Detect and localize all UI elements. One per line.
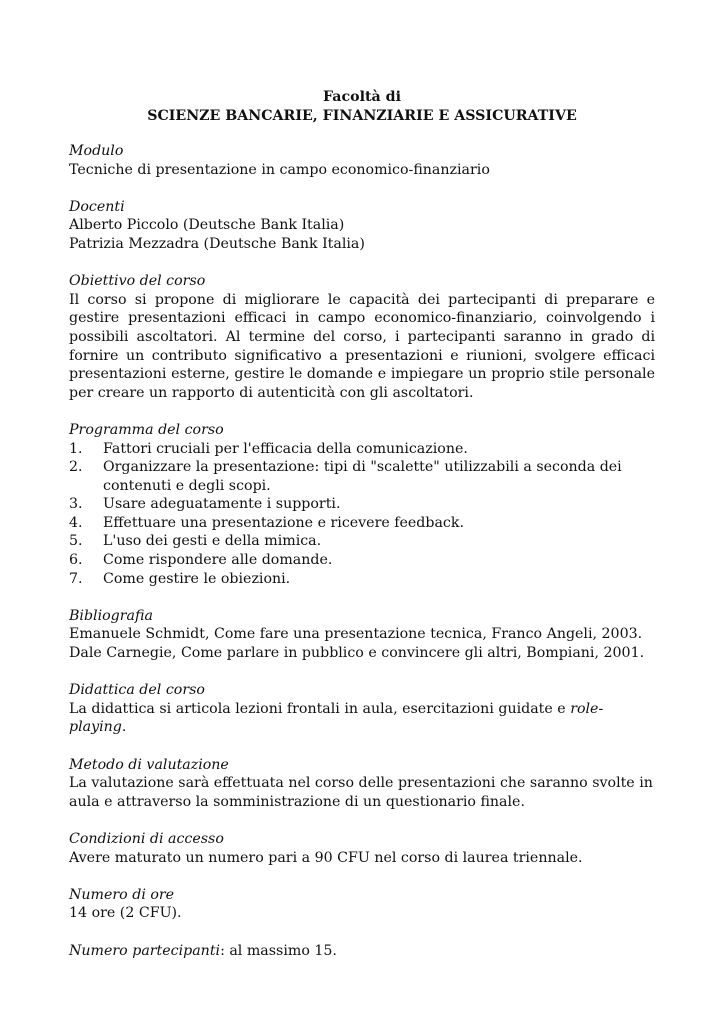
list-item-text: Usare adeguatamente i supporti. <box>103 496 341 513</box>
ore-text: 14 ore (2 CFU). <box>69 905 182 922</box>
docente-2: Patrizia Mezzadra (Deutsche Bank Italia) <box>69 235 365 252</box>
metodo-heading: Metodo di valutazione <box>69 756 229 773</box>
list-item-number: 4. <box>69 514 83 531</box>
didattica-text-italic: role-playing <box>69 700 604 736</box>
document-body <box>69 142 655 979</box>
modulo-text: Tecniche di presentazione in campo economico-finanziario <box>69 161 490 178</box>
condizioni-heading: Condizioni di accesso <box>69 830 224 847</box>
section-ore <box>69 886 655 923</box>
list-item-number: 5. <box>69 533 83 550</box>
obiettivo-text: Il corso si propone di migliorare le capacità dei partecipanti di preparare e gestire presentazioni efficaci in campo economico-finanziario, coinvolgendo i possibili ascoltatori. Al termine del corso, i partecipanti saranno in grado di fornire un contributo significativo a presentazioni e riunioni, svolgere efficaci presentazioni esterne, gestire le domande e impiegare un proprio stile personale per creare un rapporto di autenticità con gli ascoltatori. <box>69 291 655 401</box>
section-partecipanti <box>69 942 655 961</box>
metodo-text: La valutazione sarà effettuata nel corso delle presentazioni che saranno svolte in aula e attraverso la somministrazione di un questionario finale. <box>69 775 653 810</box>
list-item-text: Organizzare la presentazione: tipi di "scalette" utilizzabili a seconda dei contenuti e degli scopi. <box>103 459 622 494</box>
didattica-text <box>69 700 655 737</box>
section-modulo <box>69 142 655 179</box>
partecipanti-text: : al massimo 15. <box>220 942 337 959</box>
docenti-heading: Docenti <box>69 198 125 215</box>
bibliografia-heading: Bibliografia <box>69 607 153 624</box>
bibliography-entry-2: Dale Carnegie, Come parlare in pubblico e convincere gli altri, Bompiani, 2001. <box>69 645 645 662</box>
faculty-line-1: Facoltà di <box>323 89 401 105</box>
condizioni-text: Avere maturato un numero pari a 90 CFU nel corso di laurea triennale. <box>69 849 583 866</box>
list-item <box>69 514 655 533</box>
section-obiettivo <box>69 272 655 402</box>
ore-heading: Numero di ore <box>69 886 175 903</box>
list-item-number: 2. <box>69 459 83 476</box>
section-docenti <box>69 198 655 254</box>
list-item <box>69 532 655 551</box>
list-item <box>69 458 655 495</box>
list-item-text: L'uso dei gesti e della mimica. <box>103 533 322 550</box>
faculty-line-2: SCIENZE BANCARIE, FINANZIARIE E ASSICURATIVE <box>147 107 577 124</box>
didattica-heading: Didattica del corso <box>69 682 205 699</box>
bibliography-entry-1: Emanuele Schmidt, Come fare una presentazione tecnica, Franco Angeli, 2003. <box>69 626 643 643</box>
list-item-text: Come rispondere alle domande. <box>103 552 333 569</box>
didattica-text-main: La didattica si articola lezioni frontali in aula, esercitazioni guidate e <box>69 700 571 717</box>
programma-heading: Programma del corso <box>69 421 224 438</box>
list-item <box>69 495 655 514</box>
section-metodo <box>69 756 655 812</box>
programma-list <box>69 440 655 589</box>
list-item-number: 7. <box>69 570 83 587</box>
didattica-text-end: . <box>121 719 127 736</box>
list-item <box>69 440 655 459</box>
list-item-text: Fattori cruciali per l'efficacia della comunicazione. <box>103 440 468 457</box>
list-item-number: 6. <box>69 552 83 569</box>
list-item <box>69 551 655 570</box>
obiettivo-heading: Obiettivo del corso <box>69 273 206 290</box>
modulo-heading: Modulo <box>69 143 124 159</box>
list-item-text: Effettuare una presentazione e ricevere feedback. <box>103 514 464 531</box>
docente-1: Alberto Piccolo (Deutsche Bank Italia) <box>69 217 345 234</box>
section-bibliografia <box>69 607 655 663</box>
faculty-header <box>0 88 724 125</box>
partecipanti-label: Numero partecipanti <box>69 942 221 959</box>
section-condizioni <box>69 830 655 867</box>
list-item <box>69 570 655 589</box>
list-item-number: 3. <box>69 496 83 513</box>
list-item-number: 1. <box>69 440 83 457</box>
list-item-text: Come gestire le obiezioni. <box>103 570 291 587</box>
section-programma <box>69 421 655 588</box>
section-didattica <box>69 681 655 737</box>
